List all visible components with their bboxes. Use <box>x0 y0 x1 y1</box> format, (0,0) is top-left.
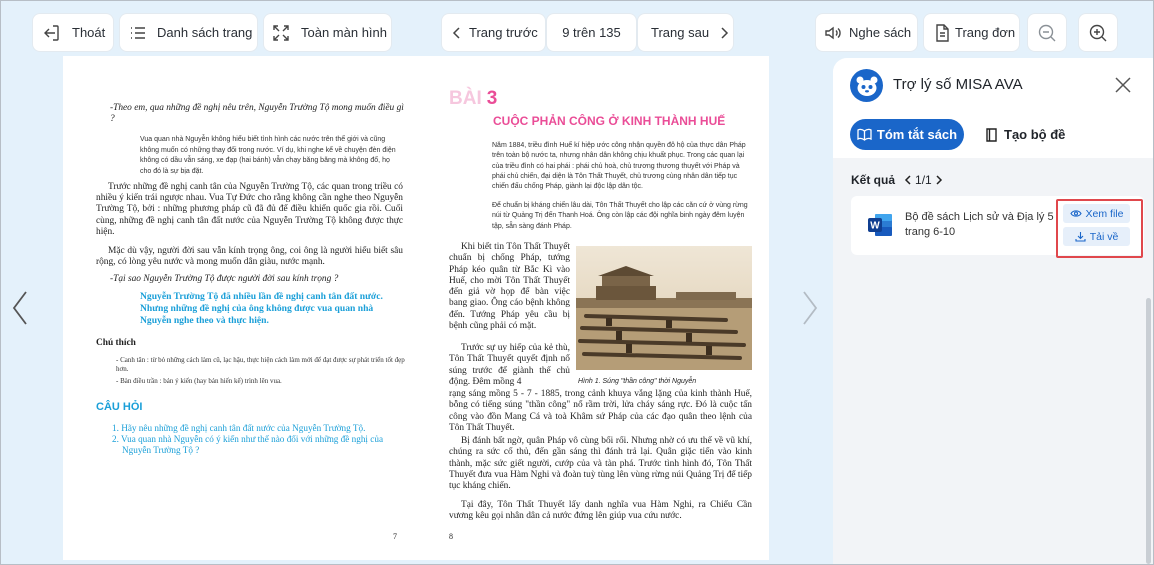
single-page-label: Trang đơn <box>955 25 1016 40</box>
view-file-button[interactable] <box>1063 204 1130 223</box>
exit-button[interactable] <box>33 14 113 51</box>
right-book-page <box>433 56 769 560</box>
question-item-2: 2. Vua quan nhà Nguyễn có ý kiến như thế nào đối với những đề nghị của Nguyễn Trường Tộ ? <box>112 434 384 456</box>
prev-spread-arrow-icon[interactable] <box>8 286 32 330</box>
left-book-page <box>63 56 433 560</box>
listen-book-label: Nghe sách <box>849 25 912 40</box>
assistant-panel <box>833 58 1154 564</box>
results-prev-icon[interactable] <box>903 175 913 185</box>
left-page-number: 7 <box>393 532 397 541</box>
full-width-paragraph-2: Bị đánh bất ngờ, quân Pháp vô cùng bối rối. Nhưng nhờ có ưu thế về vũ khí, chúng ra sức cố thủ, đến gần sáng thì đánh trả lại. Quân giặc tiến vào kinh thành, mặc sức giết người, cướp của và tàn phá. Trước tình hình đó, Tôn Thất Thuyết đưa vua Hàm Nghi và đoàn tuỳ tùng lên vùng rừng núi Quảng Trị để tiếp tục kháng chiến. <box>449 436 752 492</box>
download-label: Tải về <box>1089 230 1119 243</box>
page-indicator[interactable] <box>547 14 636 51</box>
question-item-1: 1. Hãy nêu những đề nghị canh tân đất nước của Nguyễn Trường Tộ. <box>112 423 366 433</box>
book-icon <box>985 128 998 142</box>
exit-icon <box>41 23 61 43</box>
tab-summary-label: Tóm tắt sách <box>876 127 958 142</box>
full-width-paragraph-3: Tại đây, Tôn Thất Thuyết lấy danh nghĩa vua Hàm Nghi, ra Chiếu Cần vương kêu gọi nhân dân cả nước đứng lên giúp vua cứu nước. <box>449 500 752 522</box>
fullscreen-button[interactable] <box>264 14 391 51</box>
photo-caption: Hình 1. Súng "thần công" thời Nguyễn <box>578 378 697 385</box>
close-icon[interactable] <box>1114 76 1132 94</box>
question-2: -Tại sao Nguyễn Trường Tộ được người đời sau kính trọng ? <box>110 274 339 284</box>
ava-mascot-icon <box>855 75 879 97</box>
page-list-button[interactable] <box>120 14 257 51</box>
listen-book-button[interactable] <box>816 14 917 51</box>
exit-label: Thoát <box>72 25 106 40</box>
zoom-in-button[interactable] <box>1079 14 1117 51</box>
fullscreen-label: Toàn màn hình <box>301 25 388 40</box>
column-text-2: Trước sự uy hiếp của kẻ thù, Tôn Thất Thuyết quyết định nổ súng trước để giành thế chủ động. Đêm mồng 4 <box>449 343 570 387</box>
lesson-word: BÀI <box>449 88 482 109</box>
next-page-label: Trang sau <box>651 25 710 40</box>
tab-quiz-label: Tạo bộ đề <box>1004 127 1066 142</box>
results-pager: 1/1 <box>915 173 932 187</box>
tab-quiz[interactable] <box>985 119 1065 150</box>
questions-title: CÂU HỎI <box>96 401 143 413</box>
results-header <box>851 173 944 187</box>
zoom-in-icon <box>1088 23 1108 43</box>
svg-text:W: W <box>870 220 880 232</box>
results-label: Kết quả <box>851 173 896 187</box>
download-button[interactable] <box>1063 227 1130 246</box>
intro-paragraph-2: Để chuẩn bị kháng chiến lâu dài, Tôn Thất Thuyết cho lập các căn cứ ở vùng rừng núi từ Quảng Trị đến Thanh Hoá. Ông còn lập các đội nghĩa binh ngày đêm luyện tập, sẵn sàng đánh Pháp. <box>492 202 748 230</box>
lesson-number: 3 <box>486 88 498 109</box>
lesson-title: CUỘC PHẢN CÔNG Ở KINH THÀNH HUẾ <box>493 114 726 128</box>
next-page-button[interactable] <box>638 14 733 51</box>
zoom-out-button[interactable] <box>1028 14 1066 51</box>
next-spread-arrow-icon[interactable] <box>798 286 822 330</box>
right-page-number: 8 <box>449 532 453 541</box>
paragraph-1: Trước những đề nghị canh tân của Nguyễn Trường Tộ, các quan trong triều có nhiều ý kiến trái ngược nhau. Vua Tự Đức cho rằng không cần nghe theo Nguyễn Trường Tộ, bởi : những phương pháp cũ đã đủ để điều khiển quốc gia rồi. Cuối cùng, những đề nghị canh tân đất nước của Nguyễn Trường Tộ không được thực hiện. <box>96 182 403 237</box>
chevron-right-icon <box>717 26 731 40</box>
question-1: -Theo em, qua những đề nghị nêu trên, Nguyễn Trường Tộ mong muốn điều gì ? <box>110 103 404 125</box>
fullscreen-icon <box>272 24 290 42</box>
eye-icon <box>1070 209 1082 218</box>
page-list-label: Danh sách trang <box>157 25 253 40</box>
document-icon <box>934 24 950 42</box>
note-1: - Canh tân : từ bỏ những cách làm cũ, lạc hậu, thực hiện cách làm mới để đạt được sự phát triển tốt đẹp hơn. <box>116 356 405 373</box>
column-text-1: Khi biết tin Tôn Thất Thuyết chuẩn bị chống Pháp, tướng Pháp kéo quân từ Bắc Kì vào Huế, cho mời Tôn Thất Thuyết đến giả vờ họp để bàn việc bang giao. Ông cáo bệnh không đến. Tướng Pháp yêu cầu bị bệnh cũng phải có mặt. <box>449 242 570 332</box>
assistant-header <box>833 58 1154 158</box>
chevron-left-icon <box>450 26 464 40</box>
single-page-button[interactable] <box>924 14 1019 51</box>
view-file-label: Xem file <box>1085 207 1124 220</box>
answer-1: Vua quan nhà Nguyễn không hiểu biết tình hình các nước trên thế giới và cũng không muốn có những thay đổi trong nước. Ví dụ, khi nghe kể về chuyện đèn điện không có dầu vẫn sáng, xe đạp (hai bánh) vẫn chạy băng băng mà không đổ, họ cho đó là sự bịa đặt. <box>140 136 396 175</box>
page-indicator-text: 9 trên 135 <box>562 25 621 40</box>
note-2: - Bàn điều trần : bản ý kiến (hay bản hiến kế) trình lên vua. <box>116 377 282 385</box>
notes-title: Chú thích <box>96 338 136 348</box>
cannon-photo <box>576 246 752 370</box>
lesson-heading <box>449 88 497 110</box>
list-icon <box>129 24 147 42</box>
zoom-out-icon <box>1037 23 1057 43</box>
intro-paragraph-1: Năm 1884, triều đình Huế kí hiệp ước công nhận quyền đô hộ của thực dân Pháp trên toàn bộ nước ta, nhưng nhân dân không chịu khuất phục. Trong các quan lại của triều đình có hai phái : phái chủ hoà, chủ trương thương thuyết với Pháp và phái chủ chiến, đại diện là Tôn Thất Thuyết, chủ trương cùng nhân dân tiếp tục chiến đấu chống Pháp, giành lại độc lập dân tộc. <box>492 142 746 191</box>
tab-summary[interactable] <box>850 119 964 150</box>
prev-page-button[interactable] <box>442 14 545 51</box>
download-icon <box>1075 231 1086 242</box>
results-next-icon[interactable] <box>934 175 944 185</box>
panel-scrollbar[interactable] <box>1146 298 1151 564</box>
prev-page-label: Trang trước <box>469 25 538 40</box>
book-open-icon <box>857 128 872 141</box>
paragraph-2: Mặc dù vậy, người đời sau vẫn kính trọng ông, coi ông là người hiểu biết sâu rộng, có lòng yêu nước và mong muốn dân giàu, nước mạnh. <box>96 246 403 268</box>
highlight-answer: Nguyễn Trường Tộ đã nhiều lần đề nghị canh tân đất nước. Nhưng những đề nghị của ông không được vua quan nhà Nguyễn nghe theo và thực hiện. <box>140 291 383 327</box>
full-width-paragraph-1: rạng sáng mồng 5 - 7 - 1885, trong cảnh khuya vắng lặng của kinh thành Huế, bỗng có tiếng súng "thần công" nổ rầm trời, lửa cháy sáng rực. Đó là cuộc tấn công vào đồn Mang Cá và toà Khâm sứ Pháp của các đạo quân theo lệnh của Tôn Thất Thuyết. <box>449 389 752 433</box>
speaker-icon <box>824 24 842 42</box>
word-file-icon <box>867 212 893 238</box>
assistant-title: Trợ lý số MISA AVA <box>893 76 1023 93</box>
result-file-name: Bộ đề sách Lịch sử và Địa lý 5 trang 6-10 <box>905 211 1054 238</box>
ava-avatar <box>850 69 883 102</box>
